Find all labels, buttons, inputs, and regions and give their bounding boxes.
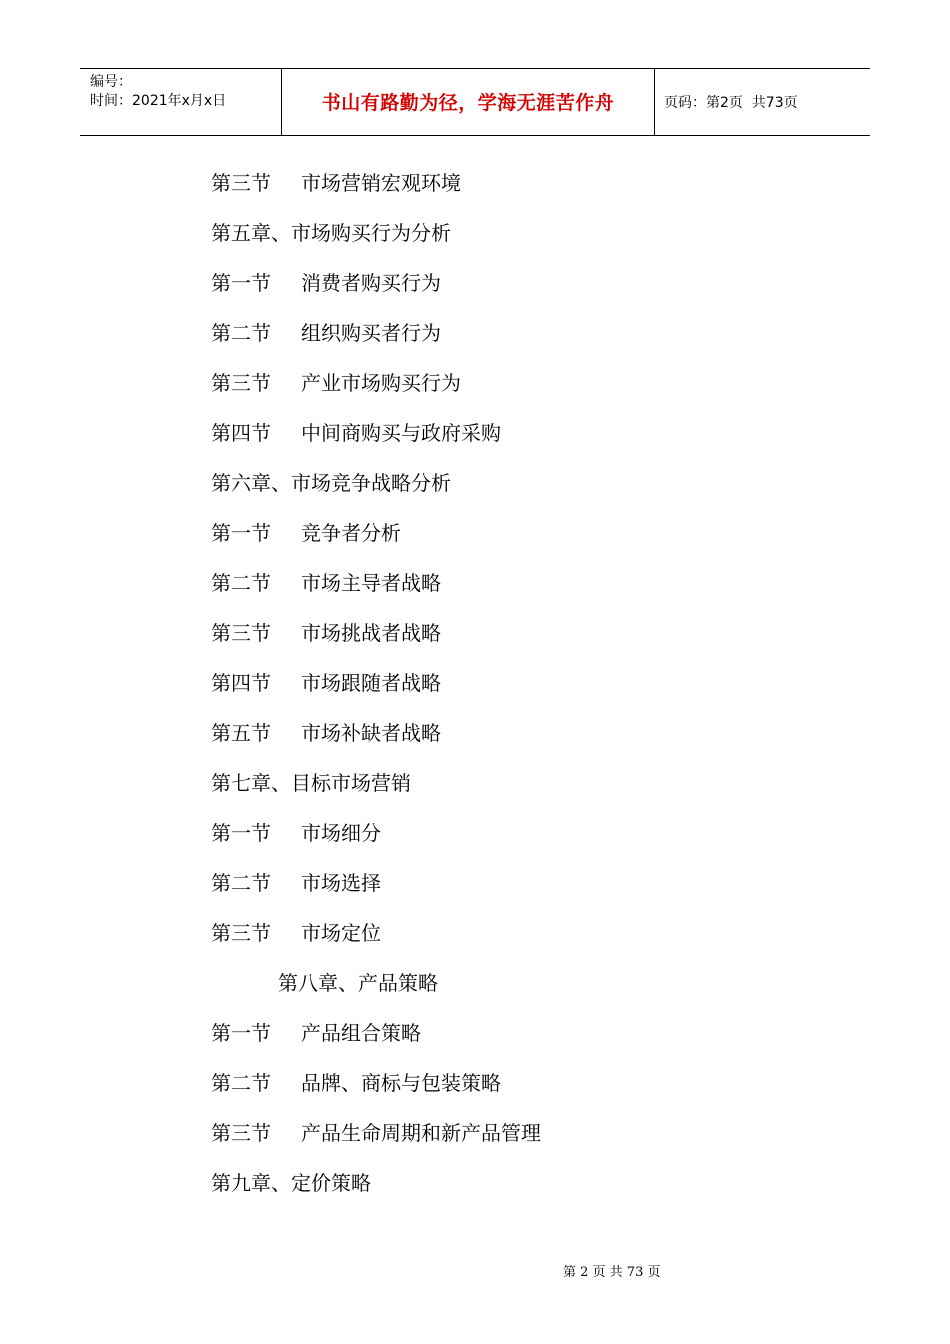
section-title: 消费者购买行为 bbox=[301, 271, 441, 295]
section-number: 第三节 bbox=[211, 171, 271, 195]
section-title: 竞争者分析 bbox=[301, 521, 401, 545]
section-number: 第一节 bbox=[211, 521, 271, 545]
toc-section-line bbox=[211, 420, 501, 446]
section-title: 市场跟随者战略 bbox=[301, 671, 441, 695]
header-divider bbox=[654, 69, 655, 135]
toc-chapter-line bbox=[211, 470, 451, 496]
section-number: 第一节 bbox=[211, 1021, 271, 1045]
section-title: 产业市场购买行为 bbox=[301, 371, 461, 395]
section-number: 第三节 bbox=[211, 621, 271, 645]
chapter-title: 第八章、产品策略 bbox=[278, 971, 438, 995]
section-number: 第二节 bbox=[211, 321, 271, 345]
chapter-title: 第五章、市场购买行为分析 bbox=[211, 221, 451, 245]
section-number: 第二节 bbox=[211, 1071, 271, 1095]
document-date-label: 时间：2021年x月x日 bbox=[90, 93, 227, 109]
footer-page-number: 第 2 页 共 73 页 bbox=[563, 1265, 661, 1280]
toc-chapter-line bbox=[211, 220, 451, 246]
toc-section-line bbox=[211, 720, 441, 746]
section-title: 产品生命周期和新产品管理 bbox=[301, 1121, 541, 1145]
toc-section-line bbox=[211, 620, 441, 646]
toc-chapter-line bbox=[278, 970, 438, 996]
section-title: 中间商购买与政府采购 bbox=[301, 421, 501, 445]
section-title: 市场营销宏观环境 bbox=[301, 171, 461, 195]
section-number: 第二节 bbox=[211, 571, 271, 595]
document-number-label: 编号： bbox=[90, 74, 132, 90]
toc-section-line bbox=[211, 920, 381, 946]
toc-section-line bbox=[211, 320, 441, 346]
section-title: 组织购买者行为 bbox=[301, 321, 441, 345]
header-meta bbox=[80, 69, 281, 135]
toc-section-line bbox=[211, 520, 401, 546]
toc-section-line bbox=[211, 170, 461, 196]
section-title: 品牌、商标与包装策略 bbox=[301, 1071, 501, 1095]
section-title: 市场挑战者战略 bbox=[301, 621, 441, 645]
section-title: 市场主导者战略 bbox=[301, 571, 441, 595]
toc-section-line bbox=[211, 1070, 501, 1096]
section-number: 第四节 bbox=[211, 671, 271, 695]
section-number: 第一节 bbox=[211, 821, 271, 845]
toc-section-line bbox=[211, 1020, 421, 1046]
toc-chapter-line bbox=[211, 770, 411, 796]
section-title: 市场细分 bbox=[301, 821, 381, 845]
header-motto: 书山有路勤为径，学海无涯苦作舟 bbox=[321, 92, 615, 114]
toc-section-line bbox=[211, 270, 441, 296]
section-title: 市场定位 bbox=[301, 921, 381, 945]
section-title: 产品组合策略 bbox=[301, 1021, 421, 1045]
chapter-title: 第六章、市场竞争战略分析 bbox=[211, 471, 451, 495]
toc-section-line bbox=[211, 670, 441, 696]
section-number: 第一节 bbox=[211, 271, 271, 295]
section-number: 第五节 bbox=[211, 721, 271, 745]
chapter-title: 第七章、目标市场营销 bbox=[211, 771, 411, 795]
section-number: 第三节 bbox=[211, 921, 271, 945]
toc-section-line bbox=[211, 870, 381, 896]
chapter-title: 第九章、定价策略 bbox=[211, 1171, 371, 1195]
toc-section-line bbox=[211, 1120, 541, 1146]
header-page-info: 页码：第2页 共73页 bbox=[664, 95, 798, 111]
section-title: 市场选择 bbox=[301, 871, 381, 895]
page-header bbox=[80, 68, 870, 136]
toc-section-line bbox=[211, 370, 461, 396]
section-number: 第二节 bbox=[211, 871, 271, 895]
toc-chapter-line bbox=[211, 1170, 371, 1196]
toc-section-line bbox=[211, 820, 381, 846]
section-title: 市场补缺者战略 bbox=[301, 721, 441, 745]
section-number: 第三节 bbox=[211, 1121, 271, 1145]
toc-section-line bbox=[211, 570, 441, 596]
section-number: 第三节 bbox=[211, 371, 271, 395]
page-footer bbox=[0, 1246, 950, 1282]
section-number: 第四节 bbox=[211, 421, 271, 445]
